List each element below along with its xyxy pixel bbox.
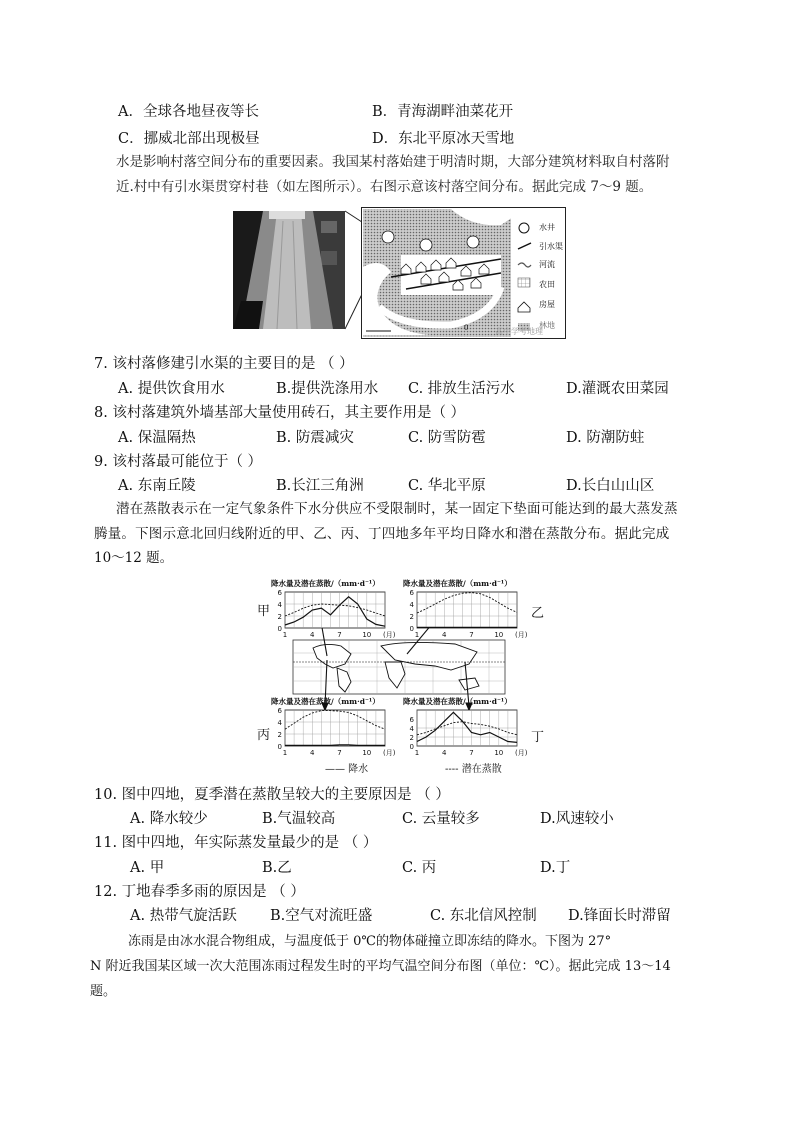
- chart-ytick-yi: 6: [409, 589, 414, 597]
- chart-ytick-bing: 6: [277, 707, 282, 715]
- chart-xtick-bing: 4: [310, 749, 315, 757]
- q7-option-c: C. 排放生活污水: [408, 381, 515, 397]
- q11-stem: 11. 图中四地，年实际蒸发量最少的是 （ ）: [94, 835, 378, 851]
- q8-stem: 8. 该村落建筑外墙基部大量使用砖石，其主要作用是（ ）: [94, 405, 466, 421]
- chart-ylabel-jia: 降水量及潜在蒸散/（mm·d⁻¹）: [271, 579, 380, 588]
- name-jia: 甲: [257, 604, 271, 619]
- chart-ylabel-yi: 降水量及潜在蒸散/（mm·d⁻¹）: [403, 579, 512, 588]
- chart-ytick-jia: 6: [277, 589, 282, 597]
- chart-xtick-ding: 7: [469, 749, 474, 757]
- legend-rain: —— 降水: [325, 764, 369, 775]
- q10-option-b: B.气温较高: [262, 811, 336, 827]
- world-map: [293, 640, 505, 694]
- chart-xtick-yi: 4: [442, 631, 447, 639]
- q12-option-d: D.锋面长时滞留: [568, 908, 671, 924]
- intro-10-12-line3: 10～12 题。: [94, 550, 174, 566]
- rain-line-bing: [285, 745, 385, 746]
- q10-option-a: A. 降水较少: [130, 811, 208, 827]
- chart-xtick-yi: 10: [494, 631, 504, 639]
- q7-option-b: B.提供洗涤用水: [276, 381, 379, 397]
- climate-figure-svg: [255, 578, 545, 774]
- chart-frame-bing: [285, 710, 385, 746]
- chart-ytick-yi: 0: [409, 625, 414, 633]
- legend-canal: 引水渠: [539, 242, 563, 251]
- chart-xtick-ding: 1: [414, 749, 420, 757]
- chart-ytick-jia: 4: [277, 601, 282, 609]
- chart-ytick-bing: 2: [277, 731, 282, 739]
- q8-option-b: B. 防震减灾: [276, 430, 354, 446]
- q9-stem: 9. 该村落最可能位于（ ）: [94, 454, 263, 470]
- chart-xtick-jia: 4: [310, 631, 315, 639]
- q7-option-d: D.灌溉农田菜园: [566, 381, 669, 397]
- chart-xtick-bing: 7: [337, 749, 342, 757]
- chart-ytick-bing: 0: [277, 743, 282, 751]
- chart-xtick-jia: 1: [282, 631, 288, 639]
- chart-frame-yi: [417, 592, 517, 628]
- intro-13-14-line1: 冻雨是由冰水混合物组成，与温度低于 0℃的物体碰撞立即冻结的降水。下图为 27°: [128, 934, 612, 949]
- q10-option-c: C. 云量较多: [402, 811, 480, 827]
- chart-xtick-ding: 4: [442, 749, 447, 757]
- legend-river: 河流: [539, 260, 555, 269]
- q6-option-d: D．东北平原冰天雪地: [372, 131, 515, 147]
- q8-option-c: C. 防雪防雹: [408, 430, 486, 446]
- chart-ylabel-ding: 降水量及潜在蒸散/（mm·d⁻¹）: [403, 697, 512, 706]
- chart-xlabel-ding: (月): [515, 749, 528, 757]
- q11-option-c: C. 丙: [402, 860, 437, 876]
- legend-pet: ---- 潜在蒸散: [445, 764, 502, 775]
- q9-option-a: A. 东南丘陵: [118, 478, 196, 494]
- q11-option-b: B.乙: [262, 860, 292, 876]
- chart-ytick-ding: 2: [409, 734, 414, 742]
- chart-ytick-yi: 2: [409, 613, 414, 621]
- legend-house: 房屋: [539, 300, 555, 309]
- q7-stem: 7. 该村落修建引水渠的主要目的是 （ ）: [94, 356, 354, 372]
- village-figure: [233, 207, 565, 339]
- chart-xtick-jia: 10: [362, 631, 372, 639]
- chart-ytick-bing: 4: [277, 719, 282, 727]
- chart-xtick-yi: 1: [414, 631, 420, 639]
- chart-ytick-ding: 0: [409, 743, 414, 751]
- q6-option-a: A．全球各地昼夜等长: [118, 104, 259, 120]
- chart-ytick-jia: 0: [277, 625, 282, 633]
- chart-xlabel-bing: (月): [383, 749, 396, 757]
- q12-option-b: B.空气对流旺盛: [270, 908, 373, 924]
- q8-option-a: A. 保温隔热: [118, 430, 196, 446]
- q12-option-c: C. 东北信风控制: [430, 908, 537, 924]
- legend-forest: 林地: [539, 321, 555, 330]
- q10-stem: 10. 图中四地，夏季潜在蒸散呈较大的主要原因是 （ ）: [94, 787, 450, 803]
- chart-xtick-bing: 1: [282, 749, 288, 757]
- name-ding: 丁: [531, 730, 545, 745]
- q9-option-b: B.长江三角洲: [276, 478, 364, 494]
- legend-well: 水井: [539, 223, 555, 232]
- chart-xtick-jia: 7: [337, 631, 342, 639]
- q11-option-d: D.丁: [540, 860, 571, 876]
- chart-xtick-ding: 10: [494, 749, 504, 757]
- chart-xtick-yi: 7: [469, 631, 474, 639]
- chart-ytick-ding: 4: [409, 725, 414, 733]
- intro-13-14-line2: N 附近我国某区域一次大范围冻雨过程发生时的平均气温空间分布图（单位：℃）。据此完成 13～14: [90, 959, 671, 974]
- chart-ytick-jia: 2: [277, 613, 282, 621]
- legend-farmland: 农田: [539, 280, 555, 289]
- q11-option-a: A. 甲: [130, 860, 165, 876]
- chart-ytick-yi: 4: [409, 601, 414, 609]
- chart-xtick-bing: 10: [362, 749, 372, 757]
- q10-option-d: D.风速较小: [540, 811, 614, 827]
- chart-ytick-ding: 6: [409, 716, 414, 724]
- climate-figure: [255, 578, 545, 774]
- intro-10-12-line1: 潜在蒸散表示在一定气象条件下水分供应不受限制时，某一固定下垫面可能达到的最大蒸发蒸: [116, 501, 678, 517]
- q6-option-b: B．青海湖畔油菜花开: [372, 104, 514, 120]
- name-yi: 乙: [531, 606, 545, 621]
- intro-7-9: 水是影响村落空间分布的重要因素。我国某村落始建于明清时期，大部分建筑材料取自村落附近.村中有引水渠贯穿村巷（如左图所示）。右图示意该村落空间分布。据此完成 7～9 题。: [116, 154, 670, 195]
- q7-option-a: A. 提供饮食用水: [118, 381, 225, 397]
- watermark: 高中学考地理: [495, 327, 543, 336]
- q9-option-c: C. 华北平原: [408, 478, 486, 494]
- scale-zero: 0: [464, 324, 469, 332]
- chart-xlabel-yi: (月): [515, 631, 528, 639]
- intro-13-14-line3: 题。: [90, 984, 117, 999]
- q8-option-d: D. 防潮防蛀: [566, 430, 645, 446]
- chart-ylabel-bing: 降水量及潜在蒸散/（mm·d⁻¹）: [271, 697, 380, 706]
- village-map: [361, 207, 566, 339]
- q12-stem: 12. 丁地春季多雨的原因是 （ ）: [94, 884, 305, 900]
- name-bing: 丙: [257, 728, 271, 743]
- q12-option-a: A. 热带气旋活跃: [130, 908, 237, 924]
- q6-option-c: C．挪威北部出现极昼: [118, 131, 260, 147]
- intro-10-12-line2: 腾量。下图示意北回归线附近的甲、乙、丙、丁四地多年平均日降水和潜在蒸散分布。据此完成: [94, 526, 670, 542]
- chart-xlabel-jia: (月): [383, 631, 396, 639]
- q9-option-d: D.长白山山区: [566, 478, 655, 494]
